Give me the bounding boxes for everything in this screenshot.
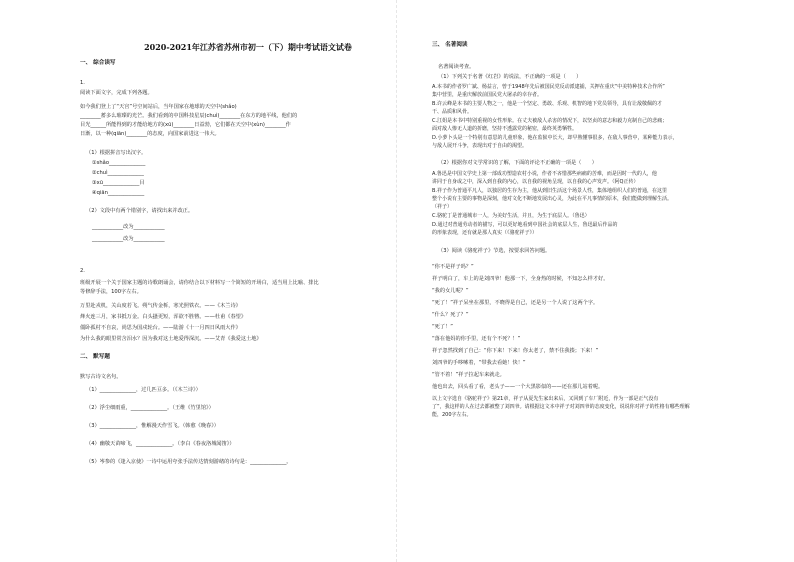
question-1-number: 1. — [80, 80, 85, 86]
reading-q1-option-cont: 面对敌人惨无人道的折磨，坚持不透露党的秘密，最终英勇牺牲。 — [432, 126, 578, 132]
reading-q3-task-line: 了”，我这样的人在过去都被整了刘四爷。请根据这文本中祥子对刘四爷的态度变化，说说你对祥子的性格有哪些理解 — [432, 404, 690, 410]
reading-q1-option-cont: 与敌人展开斗争，表现出对于自由的渴望。 — [432, 143, 528, 149]
reading-intro: 名著阅读考查。 — [438, 64, 475, 70]
reading-q2-option[interactable]: A.鲁迅是中国文学史上第一部成功塑造农村小说，作者不吝惜那些病痛的苦难，而是因时一代的人，他 — [432, 171, 657, 177]
reading-q1-option[interactable]: C.江姐是本书中特别重视的女性形象。在丈夫被敌人杀害的情况下，以坚贞的意志和毅力克制自己的悲痛； — [432, 118, 668, 124]
excerpt-line: “什么？死了？” — [432, 312, 469, 318]
exam-title: 2020-2021年江苏省苏州市初一（下）期中考试语文试卷 — [144, 42, 352, 52]
poem-quote-line: 万里赴戎机，关山度若飞。朔气传金柝，寒光照铁衣。——《木兰诗》 — [80, 303, 241, 309]
reading-q2-prompt: （2）根据你对文学常识的了解，下面的评论不正确的一项是（ ） — [438, 160, 597, 166]
question-1-passage-line: 日渐，以一种(qiān)________的态度，向国家前进这一伟大。 — [80, 131, 220, 137]
poem-quote-line: 僵卧孤村不自哀，尚思为国戍轮台。——陆游《十一月四日风雨大作》 — [80, 325, 241, 331]
poem-quote-line: 为什么我的眼里常含泪水？因为我对这土地爱得深沉。——艾青《我爱这土地》 — [80, 336, 262, 342]
reading-q1-option-cont: 干、品质和风骨。 — [432, 109, 473, 115]
reading-q1-option[interactable]: D.小萝卜头是一个特别有意思的儿童形象，他在监狱中长大，却早熟懂事很多，在敌人事营中，某种能力表示， — [432, 135, 678, 141]
page-fold-divider — [396, 0, 397, 562]
section-3-heading: 三、 名著阅读 — [432, 42, 468, 48]
question-1-sub2-prompt: （2）文段中有两个错别字，请找出来并改正。 — [86, 208, 194, 214]
right-column — [432, 0, 772, 562]
dictation-item[interactable]: （5）岑参的《逢入京使》一诗中运用夸张手法传达情刻游绪的诗句是：______________。 — [86, 459, 292, 465]
reading-q2-option-cont: 讲同于自身或之中，深入到自我的内心，以自我的视角呈现，以自我的心声发声。（阿Q正传） — [432, 179, 639, 185]
excerpt-line: “落在他妈的你手里，还有个不死？！” — [432, 336, 521, 342]
reading-q3-task-line: 能，200字左右。 — [432, 412, 472, 418]
correction-blank[interactable]: ____________改为____________ — [92, 236, 165, 242]
section-1-heading: 一、 综合读写 — [80, 60, 116, 66]
excerpt-line: 他也出去，回头看了看，老头子——一个大黑影似的——还在那儿站着呢。 — [432, 384, 604, 390]
reading-q2-option[interactable]: D.通过对普通劳动者的描写，可以更好地看到中国社会的底层人生，鲁迅最后作品的 — [432, 222, 618, 228]
reading-q2-option-cont: 的形象表现，还有就是那人真实（《骆驼祥子》） — [432, 230, 538, 236]
dictation-intro: 默写古诗文名句。 — [80, 374, 122, 380]
reading-q1-option[interactable]: B.许云峰是本书的主要人物之一，他是一个坚定、勇敢、乐观、机智的地下党员领导，具有让敌敬佩的才 — [432, 101, 663, 107]
question-1-passage-line: 目光______所能得到的才能给地方的(xū)________日益勃，它们都在天空中(xùn)________作 — [80, 122, 291, 128]
reading-q3-task-line: 以上文字选自《骆驼祥子》第21章，祥子从夏先生家出来后，又回到了车厂附近，作为一部是正气没有 — [432, 396, 659, 402]
question-1-intro: 阅读下面文字，完成下列各题。 — [80, 90, 153, 96]
pinyin-blank[interactable]: ②chuì______________ — [92, 170, 144, 176]
question-2-number: 2. — [80, 268, 85, 274]
left-column — [80, 0, 380, 562]
excerpt-line: “死了！”祥子呆坐在那里，不晓得是自己，还是另一个人说了这两个字。 — [432, 300, 599, 306]
question-1-passage-line: ________蓄多么璀璨的光芒。我们看到的中国科技星辰(chuì)________在东方的地平线，他们的 — [80, 113, 298, 119]
dictation-item[interactable]: （1）______________，过几匹亘多。（《木兰诗》） — [86, 387, 201, 393]
excerpt-line: 祥子明白了，车上的是刘四爷！他那一下，全身热的时候，不知怎么样才好。 — [432, 276, 609, 282]
question-2-prompt-line: 班级开展一个关于国家主题的诗歌朗诵会，请你结合以下材料写一个简短的开场白，适当用上比喻、排比 — [80, 280, 319, 286]
correction-blank[interactable]: ____________改为____________ — [92, 224, 165, 230]
reading-q1-option-cont: 集中营里，是重庆解放前国民党大屠杀的幸存者。 — [432, 92, 543, 98]
poem-quote-line: 烽火连三月，家书抵万金。白头搔更短，浑欲不胜簪。——杜甫《春望》 — [80, 314, 247, 320]
excerpt-line: 祥子忽然找到了自己：“你下来！下来！你太老了，禁不住我揍；下来！” — [432, 348, 599, 354]
pinyin-blank[interactable]: ①shǎo______________ — [92, 160, 146, 166]
excerpt-line: “我的女儿呢？” — [432, 288, 469, 294]
question-2-prompt-line: 等修辞手法，100字左右。 — [80, 289, 142, 295]
reading-q1-prompt: （1）下列关于名著《红岩》的说法，不正确的一项是（ ） — [438, 74, 582, 80]
reading-q2-option-cont: （祥子） — [432, 204, 453, 210]
excerpt-line: “死了！” — [432, 324, 453, 330]
pinyin-blank[interactable]: ③xū______________目 — [92, 180, 145, 186]
excerpt-line: 刘四爷的手哆嗦着，“带我去看她！快！” — [432, 360, 526, 366]
reading-q3-prompt: （3）阅读《骆驼祥子》节选，按要求回答问题。 — [438, 248, 551, 254]
dictation-item[interactable]: （2）浮尘细雨重，______________。（王维《竹里馆》） — [86, 405, 214, 411]
reading-q2-option[interactable]: C.骆驼丁是普通城市一人，为美好生活，并且，为生于底层人。（鲁迅） — [432, 213, 590, 219]
reading-q2-option-cont: 整个小说有主要的事物是深刻，他对文化不断地发展出心灵，为此在平凡事情的原本，我们能做到理解生活。 — [432, 196, 673, 202]
pinyin-blank[interactable]: ④qiān______________ — [92, 190, 145, 196]
excerpt-line: “管不着！”祥子拉起车来就走。 — [432, 372, 505, 378]
dictation-item[interactable]: （4）幽敬天苗啼飞，______________。（李白《春夜洛城闻笛》） — [86, 441, 235, 447]
reading-q1-option[interactable]: A.本书的作者罗广斌、杨益言，曾于1948年先后被国民党反动派逮捕，关押在重庆“中美特种技术合作所” — [432, 84, 665, 90]
question-1-passage-line: 如今我们登上了“天宫”号空间站后，当年国家在地球的天空中(shǎo) — [80, 104, 237, 110]
question-1-sub1-prompt: （1）根据拼音写出汉字。 — [86, 150, 147, 156]
excerpt-line: “你不是祥子吗？” — [432, 264, 474, 270]
dictation-item[interactable]: （3）______________，惟解漫天作雪飞。（韩愈《晚春》） — [86, 423, 219, 429]
reading-q2-option[interactable]: B.祥子作为普通平凡人，以独居的生存为主，他从到旧生活这个场景人性，集体地组织人们的普通，在这里 — [432, 188, 668, 194]
section-2-heading: 二、 默写题 — [80, 354, 110, 360]
